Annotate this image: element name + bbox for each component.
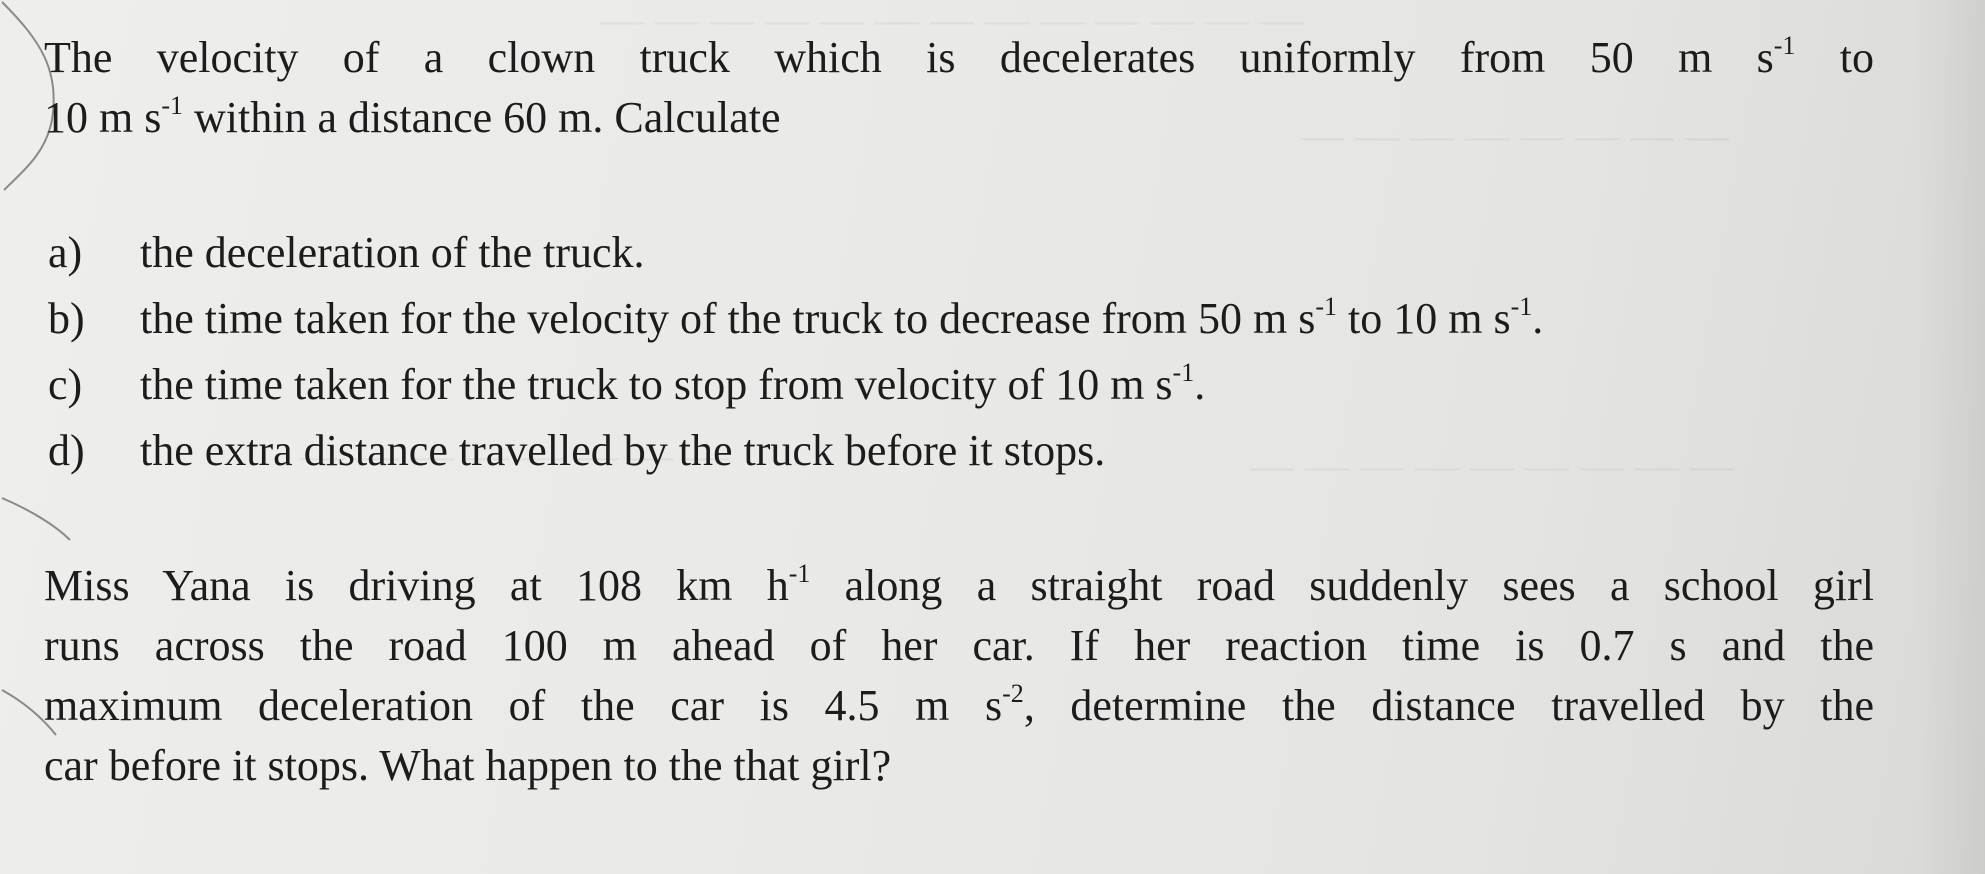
problem-1-line-1	[44, 28, 1874, 88]
problem-2-line-1	[44, 556, 1874, 616]
problem-2-line-3	[44, 676, 1874, 736]
line-text: maximum deceleration of the car is 4.5 m s	[44, 681, 1003, 730]
item-text	[140, 418, 1105, 484]
item-text-part: the deceleration of the truck.	[140, 228, 645, 277]
list-item	[48, 286, 1543, 352]
line-text: , determine the distance travelled by the	[1023, 681, 1874, 730]
line-text: runs across the road 100 m ahead of her car. If her reaction time is 0.7 s and the	[44, 621, 1874, 670]
problem-2-line-4	[44, 736, 1874, 796]
page-edge-shadow	[1915, 0, 1985, 874]
line-text: to	[1795, 33, 1874, 82]
problem-1-items	[48, 220, 1543, 484]
exponent: -2	[1002, 679, 1024, 708]
item-marker: c)	[48, 360, 83, 409]
item-text	[140, 220, 645, 286]
problem-1-line-2	[44, 88, 1874, 148]
item-text-part: to 10 m s	[1337, 294, 1511, 343]
item-text	[140, 286, 1543, 352]
line-text: car before it stops. What happen to the that girl?	[44, 741, 892, 790]
item-marker: b)	[48, 294, 85, 343]
item-text	[140, 352, 1205, 418]
line-text: within a distance 60 m. Calculate	[183, 93, 781, 142]
line-text: along a straight road suddenly sees a school girl	[810, 561, 1874, 610]
exponent: -1	[788, 559, 811, 588]
list-item	[48, 418, 1543, 484]
line-text: 10 m s	[44, 93, 162, 142]
problem-1-intro	[44, 28, 1874, 148]
item-text-part: .	[1194, 360, 1206, 409]
problem-2-line-2	[44, 616, 1874, 676]
list-item	[48, 352, 1543, 418]
line-text: Miss Yana is driving at 108 km h	[44, 561, 789, 610]
item-marker: a)	[48, 228, 83, 277]
list-item	[48, 220, 1543, 286]
exponent: -1	[1172, 358, 1195, 387]
item-text-part: the time taken for the truck to stop from velocity of 10 m s	[140, 360, 1173, 409]
problem-2	[44, 556, 1874, 796]
item-text-part: .	[1532, 294, 1544, 343]
exponent: -1	[1773, 31, 1796, 60]
exponent: -1	[161, 91, 184, 120]
exponent: -1	[1510, 292, 1533, 321]
item-text-part: the time taken for the velocity of the truck to decrease from 50 m s	[140, 294, 1316, 343]
item-marker: d)	[48, 426, 85, 475]
exponent: -1	[1315, 292, 1338, 321]
item-text-part: the extra distance travelled by the truck before it stops.	[140, 426, 1106, 475]
line-text: The velocity of a clown truck which is decelerates uniformly from 50 m s	[44, 33, 1774, 82]
